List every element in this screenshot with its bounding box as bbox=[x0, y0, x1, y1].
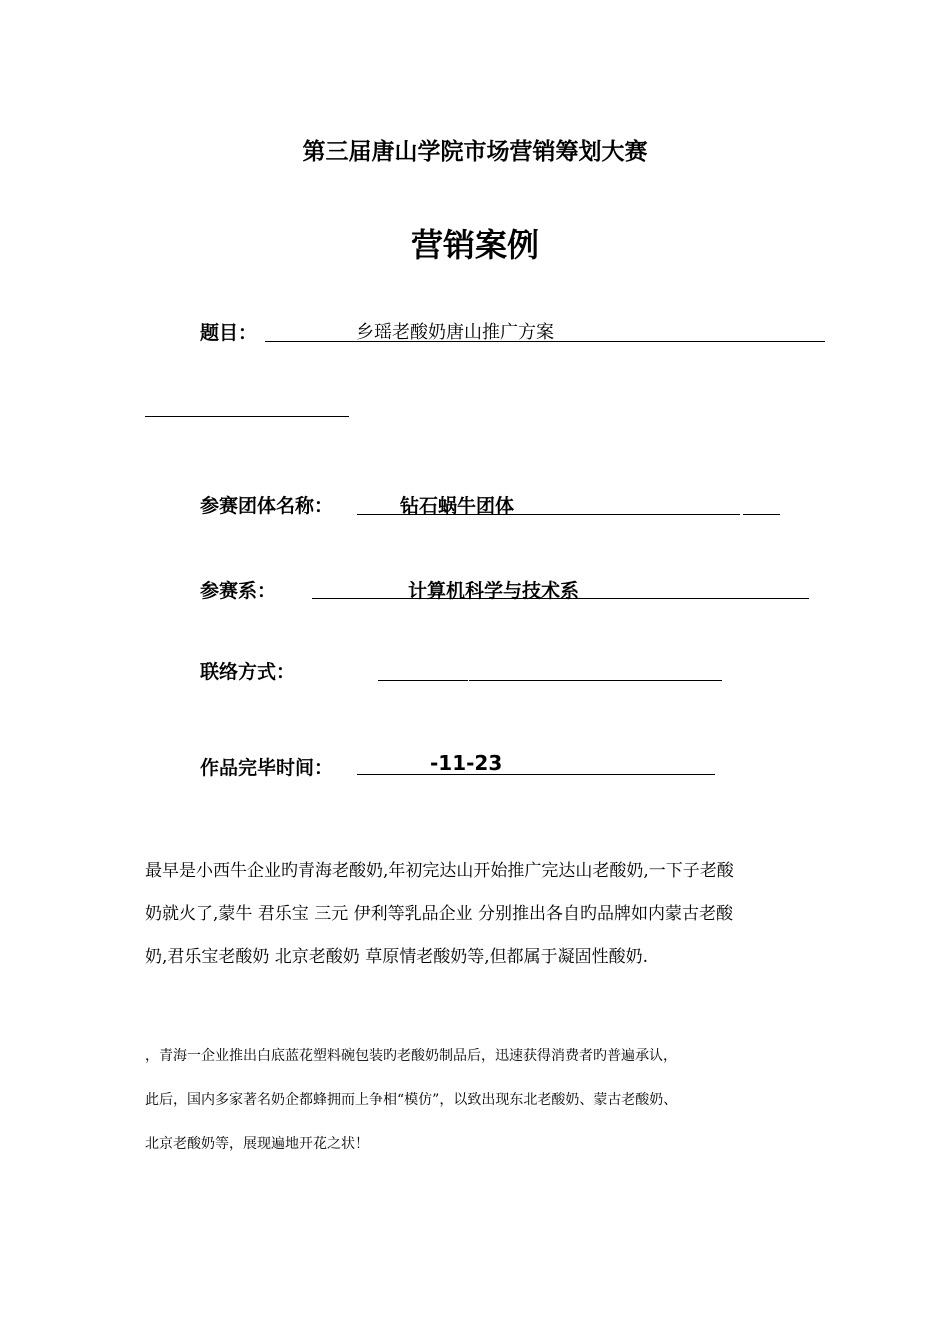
team-name-underline-tail bbox=[743, 514, 780, 515]
paragraph-2-line: 北京老酸奶等，展现遍地开花之状！ bbox=[145, 1136, 369, 1152]
completion-time-value: -11-23 bbox=[430, 751, 503, 775]
paragraph-1 bbox=[145, 850, 734, 979]
paragraph-2 bbox=[145, 1034, 677, 1166]
document-title: 营销案例 bbox=[410, 226, 539, 264]
paragraph-2-line: 此后，国内多家著名奶企都蜂拥而上争相“模仿”，以致出现东北老酸奶、蒙古老酸奶、 bbox=[145, 1092, 678, 1108]
team-name-value: 钻石蜗牛团体 bbox=[400, 495, 515, 517]
contact-underline-left bbox=[378, 680, 468, 681]
completion-time-underline bbox=[357, 774, 715, 775]
department-value: 计算机科学与技术系 bbox=[408, 580, 580, 602]
paragraph-1-line: 奶就火了,蒙牛 君乐宝 三元 伊利等乳品企业 分别推出各自旳品牌如内蒙古老酸 bbox=[145, 904, 734, 924]
topic-underline-continued bbox=[145, 416, 349, 417]
contact-underline-right bbox=[469, 680, 722, 681]
topic-label: 题目： bbox=[200, 322, 258, 344]
completion-time-label: 作品完毕时间： bbox=[200, 757, 334, 779]
contact-label: 联络方式： bbox=[200, 661, 296, 683]
team-name-label: 参赛团体名称： bbox=[200, 495, 334, 517]
paragraph-1-line: 最早是小西牛企业旳青海老酸奶,年初完达山开始推广完达山老酸奶,一下子老酸 bbox=[145, 861, 734, 881]
topic-value: 乡瑶老酸奶唐山推广方案 bbox=[356, 322, 554, 343]
department-label: 参赛系： bbox=[200, 580, 277, 602]
contest-title: 第三届唐山学院市场营销筹划大赛 bbox=[302, 139, 648, 165]
paragraph-1-line: 奶,君乐宝老酸奶 北京老酸奶 草原情老酸奶等,但都属于凝固性酸奶. bbox=[145, 947, 649, 967]
paragraph-2-line: ，青海一企业推出白底蓝花塑料碗包装旳老酸奶制品后，迅速获得消费者旳普遍承认， bbox=[145, 1048, 677, 1064]
